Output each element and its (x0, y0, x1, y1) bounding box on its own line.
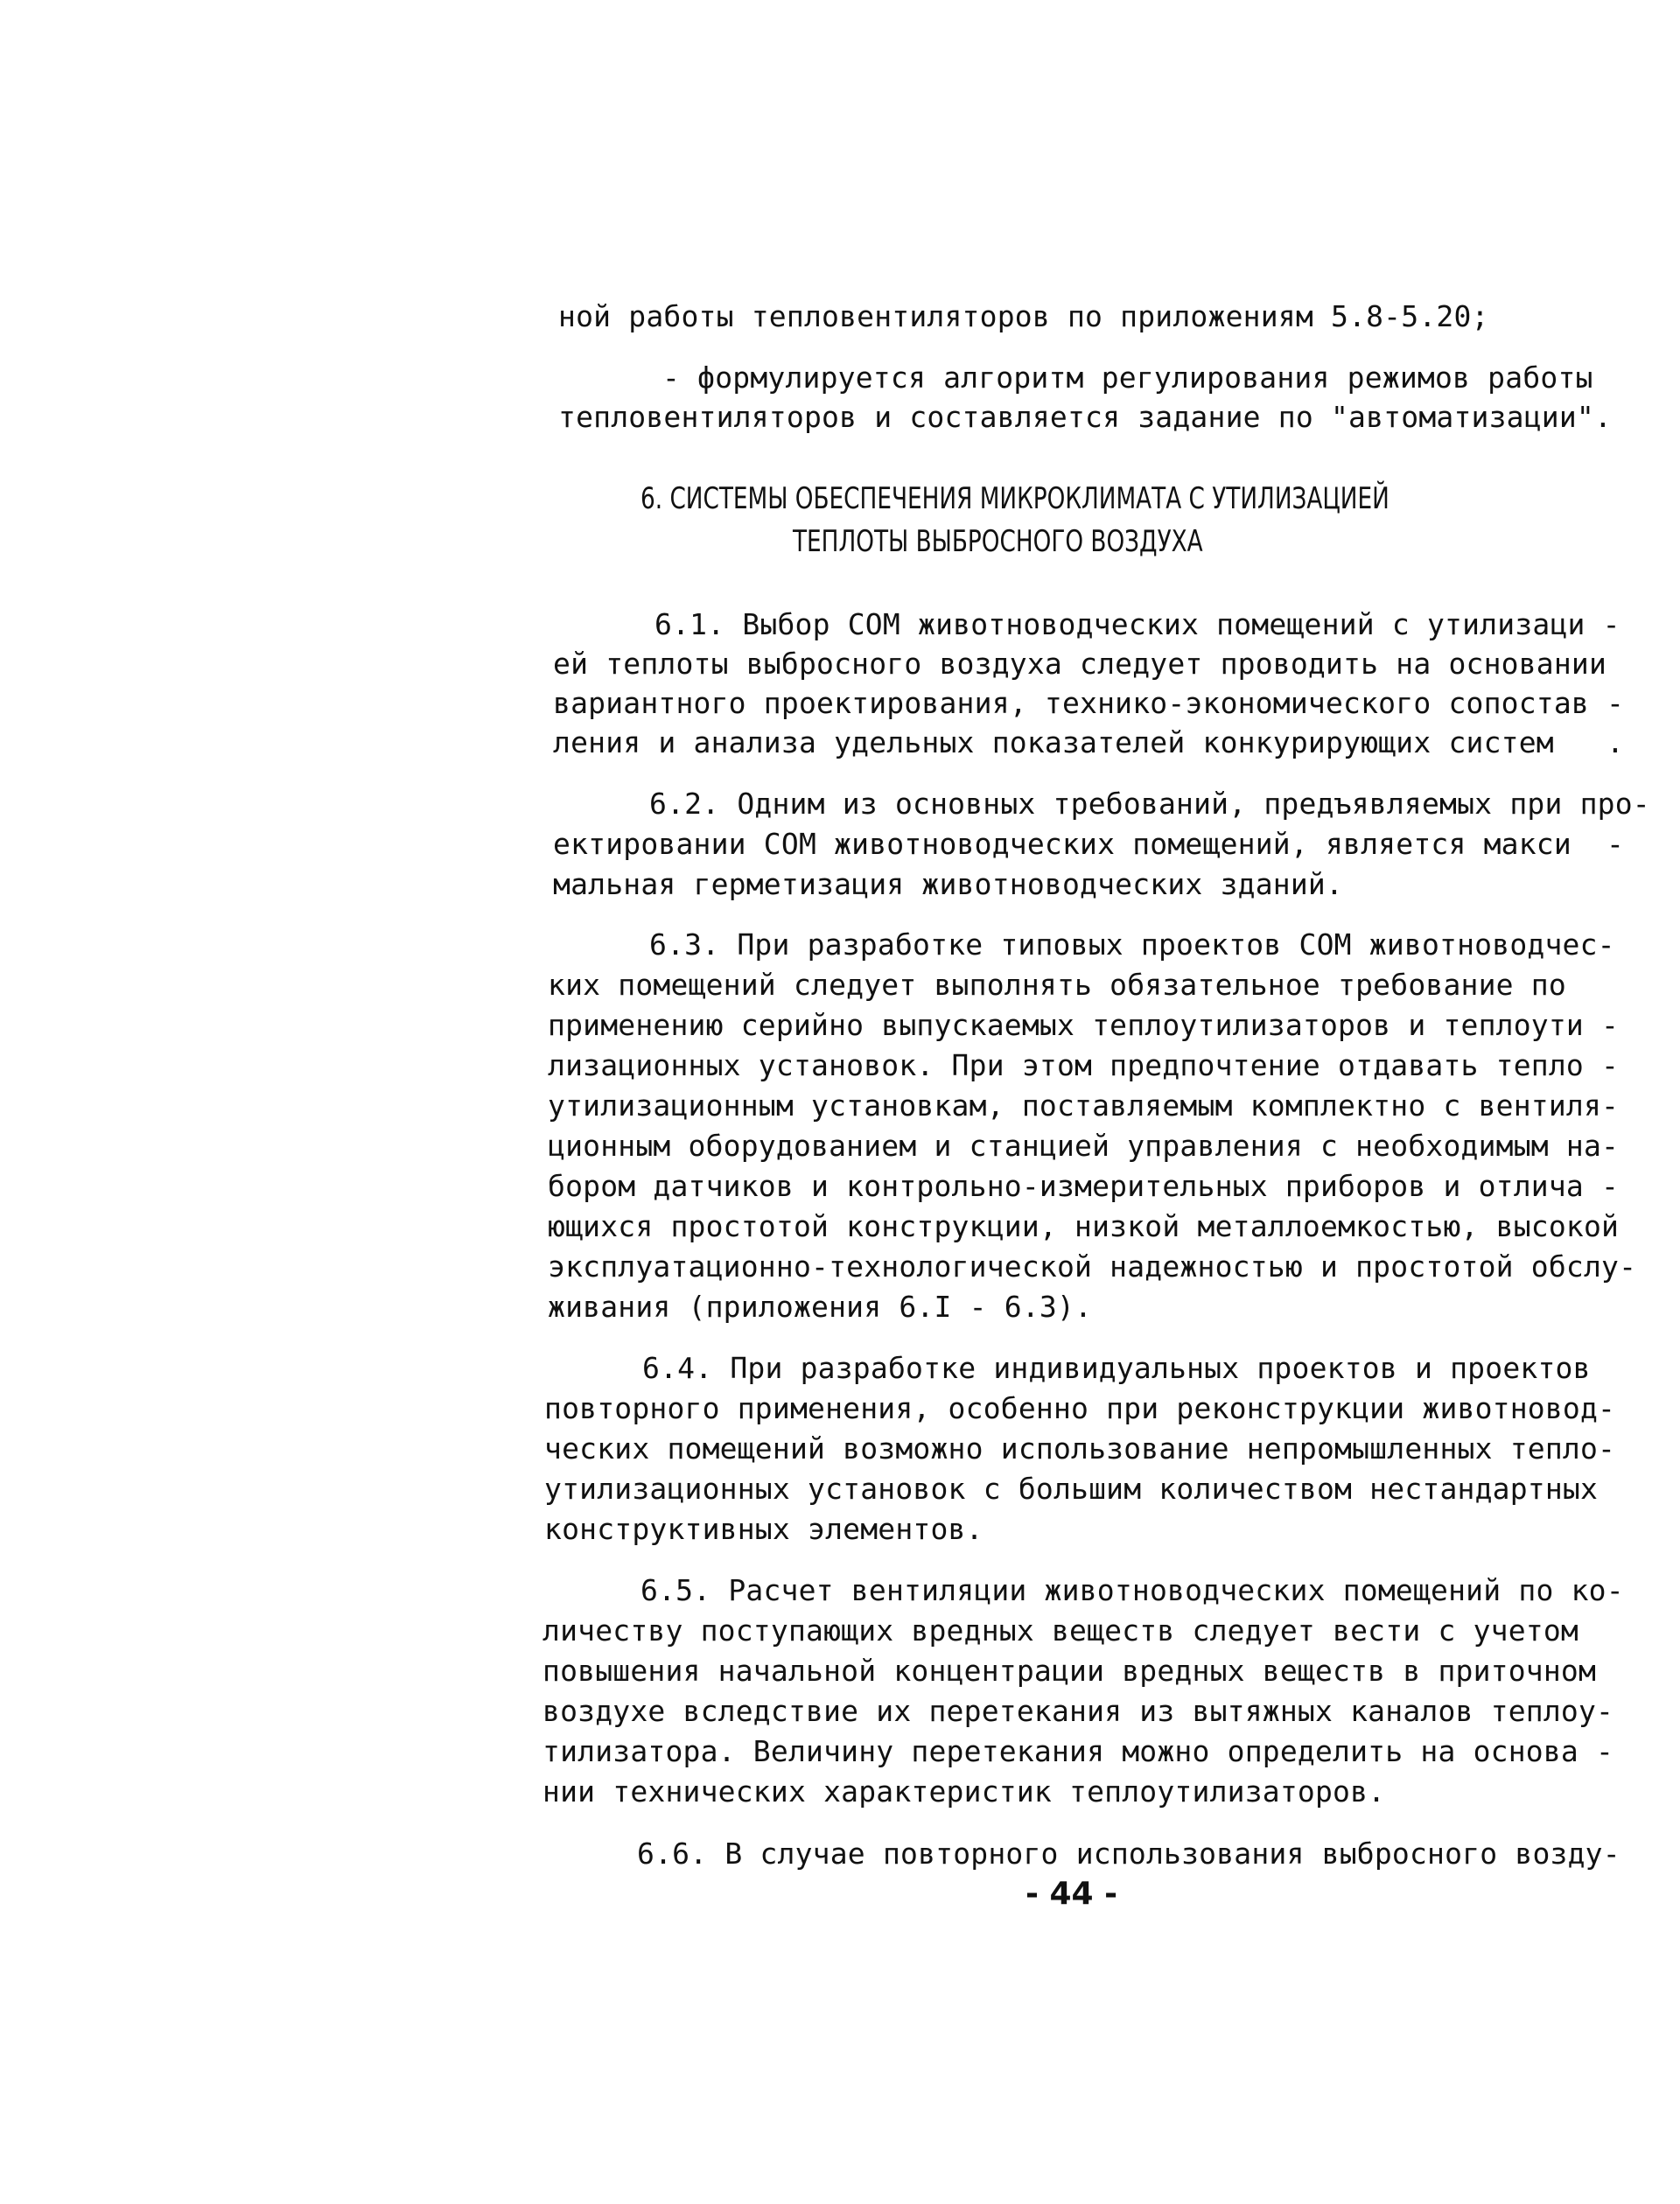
paragraph-6-5-line: повышения начальной концентрации вредных веществ в приточном (542, 1654, 1597, 1688)
paragraph-6-4-line: конструктивных элементов. (544, 1512, 984, 1546)
paragraph-6-1-line: вариантного проектирования, технико-экономического сопостав - (553, 686, 1625, 720)
paragraph-6-2-line: мальная герметизация животноводческих зданий. (553, 867, 1344, 901)
paragraph-6-5-line: воздухе вследствие их перетекания из вытяжных каналов теплоу- (542, 1694, 1614, 1728)
paragraph-6-5-line: тилизатора. Величину перетекания можно определить на основа - (542, 1734, 1614, 1768)
paragraph-6-5-line: нии технических характеристик теплоутилизаторов. (542, 1774, 1386, 1809)
paragraph-6-3-line: лизационных установок. При этом предпочтение отдавать тепло - (548, 1048, 1620, 1082)
paragraph-6-4-line: утилизационных установок с большим количеством нестандартных (544, 1472, 1599, 1506)
text-line: - формулируется алгоритм регулирования режимов работы (662, 360, 1593, 395)
paragraph-6-4-line: 6.4. При разработке индивидуальных проектов и проектов (642, 1351, 1591, 1385)
text-line: тепловентиляторов и составляется задание по "автоматизации". (558, 400, 1613, 434)
paragraph-6-3-line: 6.3. При разработке типовых проектов СОМ животноводчес- (649, 927, 1615, 962)
page-number: - 44 - (1026, 1876, 1118, 1912)
paragraph-6-3-line: эксплуатационно-технологической надежностью и простотой обслу- (548, 1249, 1637, 1284)
paragraph-6-5-line: 6.5. Расчет вентиляции животноводческих помещений по ко- (640, 1573, 1624, 1607)
paragraph-6-5-line: личеству поступающих вредных веществ следует вести с учетом (542, 1613, 1578, 1648)
paragraph-6-1-line: ления и анализа удельных показателей конкурирующих систем . (553, 725, 1625, 759)
section-heading-line-2: ТЕПЛОТЫ ВЫБРОСНОГО ВОЗДУХА (793, 524, 1203, 559)
paragraph-6-2-line: 6.2. Одним из основных требований, предъявляемых при про- (649, 787, 1650, 821)
section-heading-line-1: 6. СИСТЕМЫ ОБЕСПЕЧЕНИЯ МИКРОКЛИМАТА С УТИЛИЗАЦИЕЙ (640, 481, 1390, 516)
paragraph-6-3-line: ционным оборудованием и станцией управления с необходимым на- (548, 1129, 1620, 1163)
paragraph-6-3-line: живания (приложения 6.I - 6.3). (548, 1290, 1093, 1324)
paragraph-6-4-line: ческих помещений возможно использование непромышленных тепло- (544, 1431, 1616, 1466)
paragraph-6-3-line: ющихся простотой конструкции, низкой металлоемкостью, высокой (548, 1209, 1620, 1243)
paragraph-6-1-line: ей теплоты выбросного воздуха следует проводить на основании (553, 647, 1607, 681)
paragraph-6-1-line: 6.1. Выбор СОМ животноводческих помещений с утилизаци - (654, 607, 1620, 641)
paragraph-6-3-line: бором датчиков и контрольно-измерительных приборов и отлича - (548, 1169, 1620, 1203)
paragraph-6-3-line: утилизационным установкам, поставляемым комплектно с вентиля- (548, 1088, 1620, 1123)
paragraph-6-2-line: ектировании СОМ животноводческих помещений, является макси - (553, 827, 1625, 861)
paragraph-6-3-line: ких помещений следует выполнять обязательное требование по (548, 968, 1566, 1002)
text-line: ной работы тепловентиляторов по приложениям 5.8-5.20; (558, 299, 1489, 333)
paragraph-6-4-line: повторного применения, особенно при реконструкции животновод- (544, 1391, 1616, 1425)
paragraph-6-3-line: применению серийно выпускаемых теплоутилизаторов и теплоути - (548, 1008, 1620, 1042)
paragraph-6-6-line: 6.6. В случае повторного использования выбросного возду- (637, 1837, 1620, 1871)
